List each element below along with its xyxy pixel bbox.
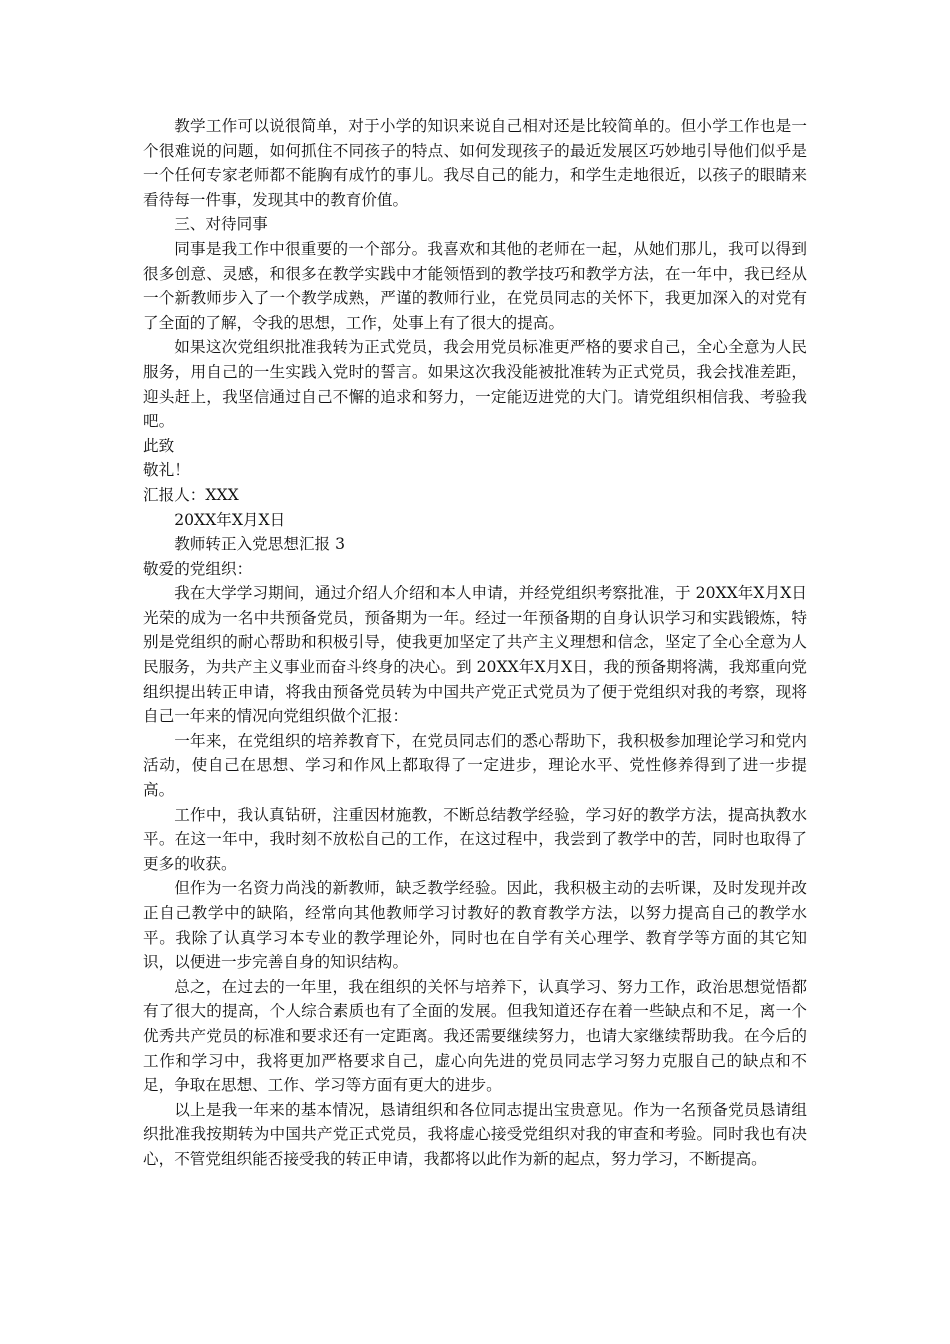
paragraph-work: 工作中，我认真钻研，注重因材施教，不断总结教学经验，学习好的教学方法，提高执教水平。在这一年中，我时刻不放松自己的工作，在这过程中，我尝到了教学中的苦，同时也取得了更多的收获。 — [143, 805, 807, 873]
closing-salutation: 此致 — [143, 436, 175, 455]
report-date: 20XX年X月X日 — [174, 510, 286, 529]
report-title: 教师转正入党思想汇报 3 — [174, 535, 346, 554]
paragraph-summary: 总之，在过去的一年里，我在组织的关怀与培养下，认真学习、努力工作，政治思想觉悟都有了很大的提高，个人综合素质也有了全面的发展。但我知道还存在着一些缺点和不足，离一个优秀共产党员的标准和要求还有一定距离。我还需要继续努力，也请大家继续帮助我。在今后的工作和学习中，我将更加严格要求自己，虚心向先进的党员同志学习努力克服自己的缺点和不足，争取在思想、工作、学习等方面有更大的进步。 — [143, 977, 807, 1095]
closing-regards: 敬礼！ — [143, 461, 190, 480]
report-greeting: 敬爱的党组织： — [143, 559, 253, 578]
paragraph-commitment: 如果这次党组织批准我转为正式党员，我会用党员标准更严格的要求自己，全心全意为人民服务，用自己的一生实践入党时的誓言。如果这次我没能被批准转为正式党员，我会找准差距，迎头赶上，我坚信通过自己不懈的追求和努力，一定能迈进党的大门。请党组织相信我、考验我吧。 — [143, 338, 807, 431]
paragraph-colleagues: 同事是我工作中很重要的一个部分。我喜欢和其他的老师在一起，从她们那儿，我可以得到很多创意、灵感，和很多在教学实践中才能领悟到的教学技巧和教学方法，在一年中，我已经从一个新教师步入了一个教学成熟，严谨的教师行业，在党员同志的关怀下，我更加深入的对党有了全面的了解，令我的思想，工作，处事上有了很大的提高。 — [143, 239, 807, 332]
paragraph-conclusion: 以上是我一年来的基本情况，恳请组织和各位同志提出宝贵意见。作为一名预备党员恳请组织批准我按期转为中国共产党正式党员，我将虚心接受党组织对我的审查和考验。同时我也有决心，不管党组织能否接受我的转正申请，我都将以此作为新的起点，努力学习，不断提高。 — [143, 1100, 807, 1168]
section-heading-colleagues: 三、对待同事 — [174, 215, 268, 234]
reporter-signature: 汇报人：XXX — [143, 485, 239, 504]
paragraph-year-progress: 一年来，在党组织的培养教育下，在党员同志们的悉心帮助下，我积极参加理论学习和党内活动，使自己在思想、学习和作风上都取得了一定进步，理论水平、党性修养得到了进一步提高。 — [143, 731, 807, 800]
paragraph-new-teacher: 但作为一名资力尚浅的新教师，缺乏教学经验。因此，我积极主动的去听课，及时发现并改正自己教学中的缺陷，经常向其他教师学习讨教好的教育教学方法，以努力提高自己的教学水平。我除了认真学习本专业的教学理论外，同时也在自学有关心理学、教育学等方面的其它知识，以便进一步完善自身的知识结构。 — [143, 879, 807, 972]
paragraph-teaching-work: 教学工作可以说很简单，对于小学的知识来说自己相对还是比较简单的。但小学工作也是一个很难说的问题，如何抓住不同孩子的特点、如何发现孩子的最近发展区巧妙地引导他们似乎是一个任何专家老师都不能胸有成竹的事儿。我尽自己的能力，和学生走地很近，以孩子的眼睛来看待每一件事，发现其中的教育价值。 — [143, 117, 807, 209]
paragraph-introduction: 我在大学学习期间，通过介绍人介绍和本人申请，并经党组织考察批准，于 20XX年X月X日光荣的成为一名中共预备党员，预备期为一年。经过一年预备期的自身认识学习和实践锻炼，特别是党组织的耐心帮助和积极引导，使我更加坚定了共产主义理想和信念，坚定了全心全意为人民服务，为共产主义事业而奋斗终身的决心。到 20XX年X月X日，我的预备期将满，我郑重向党组织提出转正申请，将我由预备党员转为中国共产党正式党员为了便于党组织对我的考察，现将自己一年来的情况向党组织做个汇报： — [143, 584, 807, 726]
